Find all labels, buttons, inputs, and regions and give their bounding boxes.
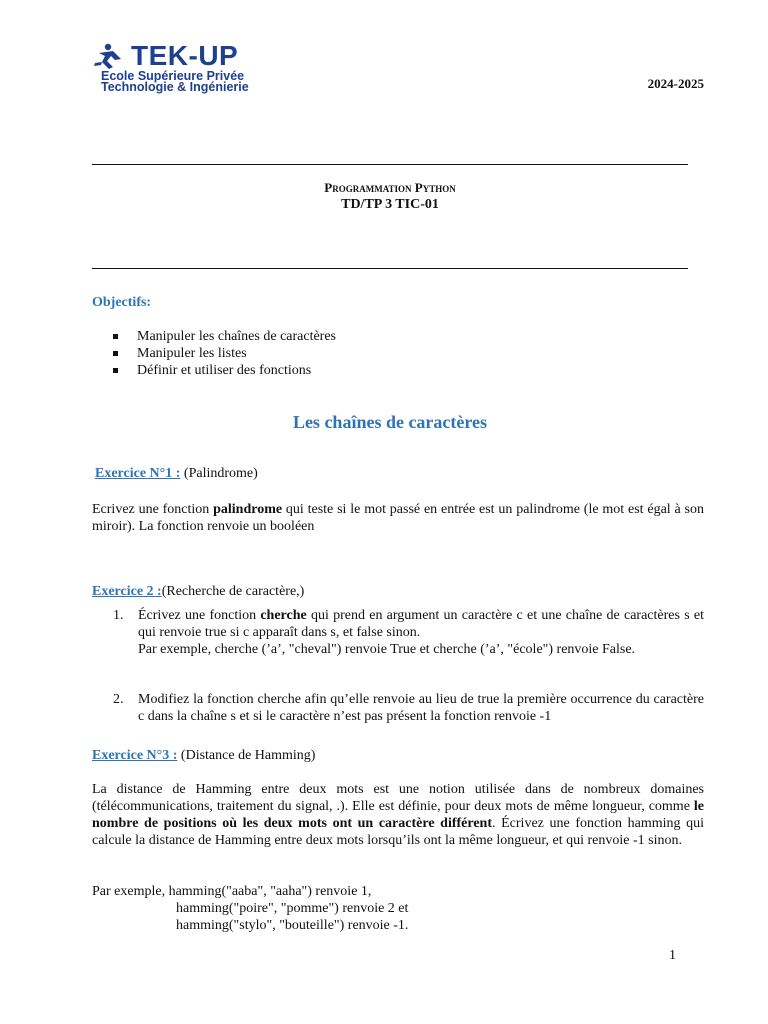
page-number: 1: [669, 948, 676, 963]
top-divider: [92, 164, 688, 165]
tp-title: TD/TP 3 TIC-01: [341, 197, 439, 212]
objectifs-list: [113, 328, 336, 379]
logo-subtitle-2: Technologie & Ingénierie: [101, 80, 249, 94]
list-item: Définir et utiliser des fonctions: [113, 362, 336, 379]
exercise-1-label: Exercice N°1 :: [95, 466, 181, 481]
academic-year: 2024-2025: [647, 76, 704, 91]
exercise-3-topic: (Distance de Hamming): [180, 748, 316, 763]
exercise-1-text: Ecrivez une fonction palindrome qui teste si le mot passé en entrée est un palindrome (le mot est égal à son miroir). La fonction renvoie un booléen: [92, 502, 704, 534]
list-item: Manipuler les listes: [113, 345, 336, 362]
bullet-square-icon: [113, 334, 118, 339]
exercise-1-heading: [95, 466, 258, 482]
bullet-square-icon: [113, 368, 118, 373]
exercise-3-example-2: hamming("poire", "pomme") renvoie 2 et: [176, 901, 409, 916]
exercise-2-label: Exercice 2 :: [92, 584, 162, 599]
exercise-2-item-2: 2. Modifiez la fonction cherche afin qu’elle renvoie au lieu de true la première occurrence du caractère c dans la chaîne s et si le caractère n’est pas présent la fonction renvoie -1: [113, 692, 704, 724]
bottom-divider: [92, 268, 688, 269]
section-title: Les chaînes de caractères: [292, 412, 488, 432]
logo-wordmark: TEK-UP: [131, 40, 239, 71]
exercise-3-heading: [92, 748, 315, 764]
tekup-logo: [93, 40, 253, 94]
exercise-2-item-1: 1. Écrivez une fonction cherche qui prend en argument un caractère c et une chaîne de caractères s et qui renvoie true si c apparaît dans s, et false sinon. Par exemple, cherche (’a’, "cheval") renvoie True et cherche (’a’, "école") renvoie False.: [113, 608, 704, 657]
bullet-square-icon: [113, 351, 118, 356]
exercise-2-topic: (Recherche de caractère,): [161, 584, 305, 599]
exercise-3-text: La distance de Hamming entre deux mots est une notion utilisée dans de nombreux domaines (télécommunications, traitement du signal, .). Elle est définie, pour deux mots de même longueur, comme le nombre de positions où les deux mots ont un caractère différent. Écrivez une fonction hamming qui calcule la distance de Hamming entre deux mots lorsqu’ils ont la même longueur, et qui renvoie -1 sinon.: [92, 782, 705, 848]
logo-subtitle-1: Ecole Supérieure Privée: [101, 69, 245, 83]
list-item: Manipuler les chaînes de caractères: [113, 328, 336, 345]
exercise-3-example-3: hamming("stylo", "bouteille") renvoie -1.: [176, 918, 409, 933]
exercise-3-label: Exercice N°3 :: [92, 748, 178, 763]
objectifs-heading: Objectifs:: [92, 295, 152, 310]
exercise-2-heading: [92, 584, 304, 600]
exercise-1-topic: (Palindrome): [183, 466, 258, 481]
exercise-3-example-1: Par exemple, hamming("aaba", "aaha") renvoie 1,: [92, 884, 372, 899]
course-title: Programmation Python: [324, 180, 456, 195]
